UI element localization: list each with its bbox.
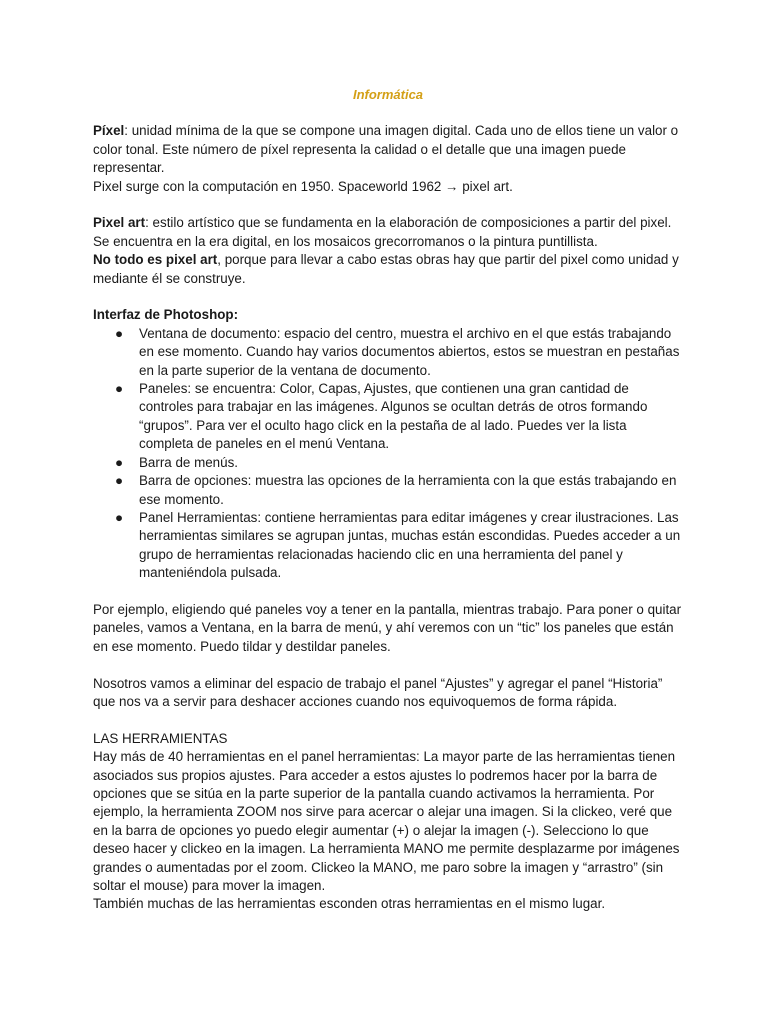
- bullet-icon: ●: [115, 473, 124, 489]
- pixel-term: Píxel: [93, 123, 125, 139]
- list-item-text: Barra de menús.: [139, 454, 238, 470]
- interface-heading-text: Interfaz de Photoshop:: [93, 307, 239, 323]
- pixelart-definition: [93, 214, 683, 251]
- pixel-definition: [93, 122, 683, 177]
- pixel-def-text: : unidad mínima de la que se compone una imagen digital. Cada uno de ellos tiene un valor o color tonal. Este número de píxel representa la calidad o el detalle que una imagen puede representar.: [93, 123, 679, 176]
- tools-paragraph: Hay más de 40 herramientas en el panel herramientas: La mayor parte de las herramientas tienen asociados sus propios ajustes. Para acceder a estos ajustes lo podremos hacer por la barra de opciones que se sitúa en la parte superior de la pantalla cuando activamos la herramienta. Por ejemplo, la herramienta ZOOM nos sirve para acercar o alejar una imagen. Si la clickeo, veré que en la barra de opciones yo puedo elegir aumentar (+) o alejar la imagen (-). Selecciono lo que deseo hacer y clickeo en la imagen. La herramienta MANO me permite desplazarme por imágenes grandes o aumentadas por el zoom. Clickeo la MANO, me paro sobre la imagen y “arrastro” (sin soltar el mouse) para mover la imagen.: [93, 749, 680, 893]
- pixelart-term: Pixel art: [93, 215, 146, 231]
- pixel-history: Pixel surge con la computación en 1950. Spaceworld 1962 → pixel art.: [93, 178, 513, 194]
- spacer: [93, 711, 683, 729]
- list-item-text: Ventana de documento: espacio del centro, muestra el archivo en el que estás trabajando en ese momento. Cuando hay varios documentos abiertos, estos se muestran en pestañas en la parte superior de la ventana de documento.: [139, 325, 680, 378]
- list-item: [93, 325, 683, 380]
- bullet-icon: ●: [115, 509, 124, 525]
- spacer: [93, 656, 683, 674]
- notall-paragraph: [93, 251, 683, 288]
- interface-heading: [93, 306, 683, 324]
- list-item-text: Paneles: se encuentra: Color, Capas, Ajustes, que contienen una gran cantidad de controles para trabajar en las imágenes. Algunos se ocultan detrás de otros formando “grupos”. Para ver el oculto hago click en la pestaña de al lado. Puedes ver la lista completa de paneles en el menú Ventana.: [139, 381, 648, 452]
- tools-heading: LAS HERRAMIENTAS: [93, 730, 228, 746]
- panels-paragraph: Por ejemplo, eligiendo qué paneles voy a tener en la pantalla, mientras trabajo. Para poner o quitar paneles, vamos a Ventana, en la barra de menú, y ahí veremos con un “tic” los paneles que están en ese momento. Puedo tildar y destildar paneles.: [93, 601, 682, 654]
- list-item: [93, 454, 683, 472]
- list-item-text: Panel Herramientas: contiene herramientas para editar imágenes y crear ilustraciones. Las herramientas similares se agrupan juntas, muchas están escondidas. Puedes acceder a un grupo de herramientas relacionadas haciendo clic en una herramienta del panel y manteniéndola pulsada.: [139, 509, 681, 581]
- tools-last-line: También muchas de las herramientas esconden otras herramientas en el mismo lugar.: [93, 896, 606, 912]
- notall-term: No todo es pixel art: [93, 252, 218, 268]
- list-item: [93, 509, 683, 583]
- list-item: [93, 380, 683, 454]
- spacer: [93, 288, 683, 306]
- spacer: [93, 583, 683, 601]
- interface-list: [93, 325, 683, 583]
- bullet-icon: ●: [115, 325, 124, 341]
- list-item-text: Barra de opciones: muestra las opciones de la herramienta con la que estás trabajando en ese momento.: [139, 473, 677, 507]
- spacer: [93, 196, 683, 214]
- bullet-icon: ●: [115, 454, 124, 470]
- page-title: Informática: [352, 87, 424, 102]
- bullet-icon: ●: [115, 381, 124, 397]
- workspace-paragraph: Nosotros vamos a eliminar del espacio de trabajo el panel “Ajustes” y agregar el panel “Historia” que nos va a servir para deshacer acciones cuando nos equivoquemos de forma rápida.: [93, 675, 663, 709]
- list-item: [93, 472, 683, 509]
- pixelart-def-text: : estilo artístico que se fundamenta en la elaboración de composiciones a partir del pixel. Se encuentra en la era digital, en los mosaicos grecorromanos o la pintura puntillista.: [93, 215, 672, 249]
- document-page: [93, 86, 683, 914]
- notall-def-text: , porque para llevar a cabo estas obras hay que partir del pixel como unidad y mediante él se construye.: [93, 252, 679, 286]
